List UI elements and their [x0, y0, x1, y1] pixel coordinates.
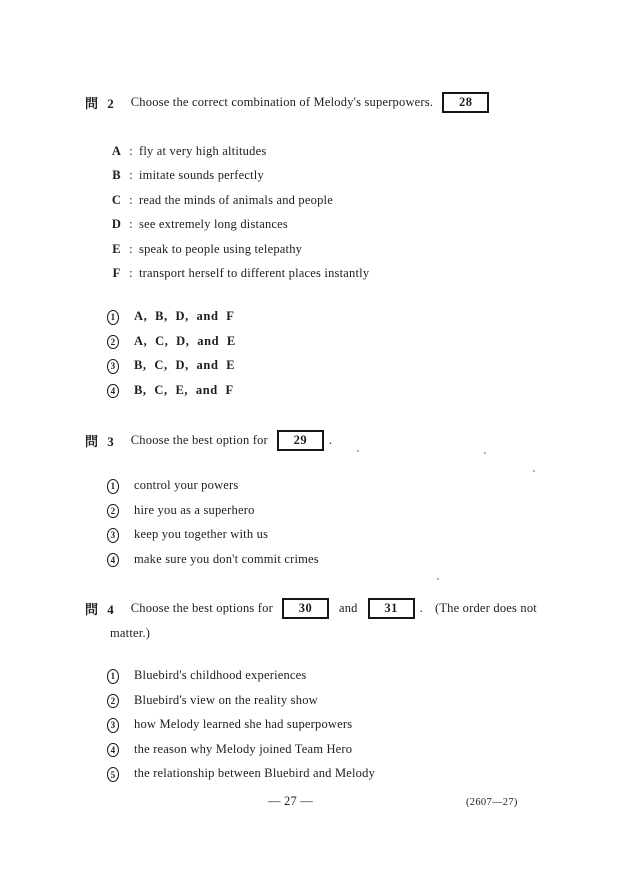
- superpower-item: [110, 266, 369, 290]
- separator-colon: :: [129, 192, 133, 207]
- choice-text: Bluebird's view on the reality show: [134, 692, 318, 707]
- superpower-item: [110, 193, 369, 217]
- superpower-item: [110, 144, 369, 168]
- doc-code: (2607—27): [466, 797, 518, 808]
- superpower-text: see extremely long distances: [139, 217, 288, 232]
- choice-number-icon: 1: [107, 479, 119, 494]
- choice-text: the relationship between Bluebird and Melody: [134, 766, 376, 781]
- question-4-choices: [107, 668, 375, 791]
- superpower-letter: A: [111, 144, 122, 158]
- choice-row: [107, 383, 236, 408]
- scan-speck: [437, 578, 439, 580]
- scan-speck: [357, 450, 359, 452]
- superpower-item: [110, 168, 369, 192]
- choice-row: [107, 552, 319, 577]
- superpower-list: [110, 144, 369, 290]
- choice-text: keep you together with us: [134, 527, 269, 542]
- page-number: — 27 —: [268, 794, 313, 808]
- superpower-letter: B: [112, 168, 121, 183]
- superpower-text: imitate sounds perfectly: [139, 168, 264, 183]
- question-3-label: 問 3: [85, 434, 117, 449]
- scan-speck: [484, 452, 486, 454]
- choice-text: how Melody learned she had superpowers: [134, 717, 353, 732]
- question-2-prompt: Choose the correct combination of Melody's superpowers.: [130, 95, 434, 109]
- choice-text: B, C, E, and F: [134, 382, 234, 397]
- choice-row: [107, 766, 375, 791]
- choice-number-icon: 4: [107, 384, 119, 399]
- choice-number-icon: 1: [107, 310, 119, 325]
- superpower-item: [110, 217, 369, 241]
- choice-number-icon: 1: [107, 669, 119, 684]
- separator-colon: :: [129, 168, 133, 183]
- superpower-text: fly at very high altitudes: [139, 144, 267, 158]
- superpower-item: [110, 242, 369, 266]
- choice-row: [107, 503, 319, 528]
- question-2-header: [85, 92, 489, 113]
- choice-number-icon: 3: [107, 718, 119, 733]
- superpower-letter: E: [112, 241, 121, 256]
- choice-row: [107, 742, 375, 767]
- question-4-label: 問 4: [85, 602, 117, 617]
- choice-number-icon: 3: [107, 528, 119, 543]
- choice-text: make sure you don't commit crimes: [134, 551, 319, 566]
- question-4-header: [85, 598, 537, 619]
- choice-row: [107, 309, 236, 334]
- answer-box-29: 29: [277, 430, 324, 451]
- choice-number-icon: 4: [107, 553, 119, 568]
- superpower-letter: D: [111, 217, 122, 232]
- choice-text: hire you as a superhero: [134, 502, 255, 517]
- choice-text: Bluebird's childhood experiences: [134, 668, 307, 682]
- separator-colon: :: [129, 241, 133, 256]
- answer-box-30: 30: [282, 598, 329, 619]
- superpower-text: read the minds of animals and people: [139, 192, 333, 207]
- answer-box-28: 28: [442, 92, 489, 113]
- order-note-line2: matter.): [110, 626, 151, 640]
- choice-text: A, B, D, and F: [134, 309, 235, 323]
- prompt-period: .: [419, 601, 423, 615]
- choice-number-icon: 4: [107, 743, 119, 758]
- question-2-choices: [107, 309, 236, 407]
- separator-colon: :: [129, 265, 133, 280]
- separator-colon: :: [129, 144, 133, 158]
- choice-number-icon: 5: [107, 767, 119, 782]
- superpower-text: speak to people using telepathy: [139, 241, 303, 256]
- choice-number-icon: 2: [107, 504, 119, 519]
- choice-text: control your powers: [134, 478, 239, 492]
- choice-row: [107, 478, 319, 503]
- question-4-prompt: Choose the best options for: [130, 601, 273, 615]
- choice-text: the reason why Melody joined Team Hero: [134, 741, 353, 756]
- choice-row: [107, 358, 236, 383]
- scan-speck: [533, 470, 535, 472]
- choice-row: [107, 717, 375, 742]
- choice-row: [107, 334, 236, 359]
- superpower-letter: F: [112, 265, 121, 280]
- choice-number-icon: 3: [107, 359, 119, 374]
- question-2-label: 問 2: [85, 96, 117, 111]
- question-3-header: [85, 430, 332, 451]
- superpower-letter: C: [111, 192, 122, 207]
- prompt-period: .: [328, 433, 333, 447]
- choice-number-icon: 2: [107, 335, 119, 350]
- choice-text: B, C, D, and E: [134, 358, 236, 373]
- separator-colon: :: [129, 217, 133, 232]
- choice-row: [107, 668, 375, 693]
- choice-row: [107, 527, 319, 552]
- order-note-line1: (The order does not: [434, 601, 537, 615]
- choice-row: [107, 693, 375, 718]
- superpower-text: transport herself to different places instantly: [139, 265, 370, 280]
- choice-text: A, C, D, and E: [134, 333, 236, 348]
- choice-number-icon: 2: [107, 694, 119, 709]
- answer-box-31: 31: [368, 598, 415, 619]
- question-3-choices: [107, 478, 319, 576]
- question-3-prompt: Choose the best option for: [130, 433, 268, 447]
- conjunction-text: and: [338, 601, 358, 615]
